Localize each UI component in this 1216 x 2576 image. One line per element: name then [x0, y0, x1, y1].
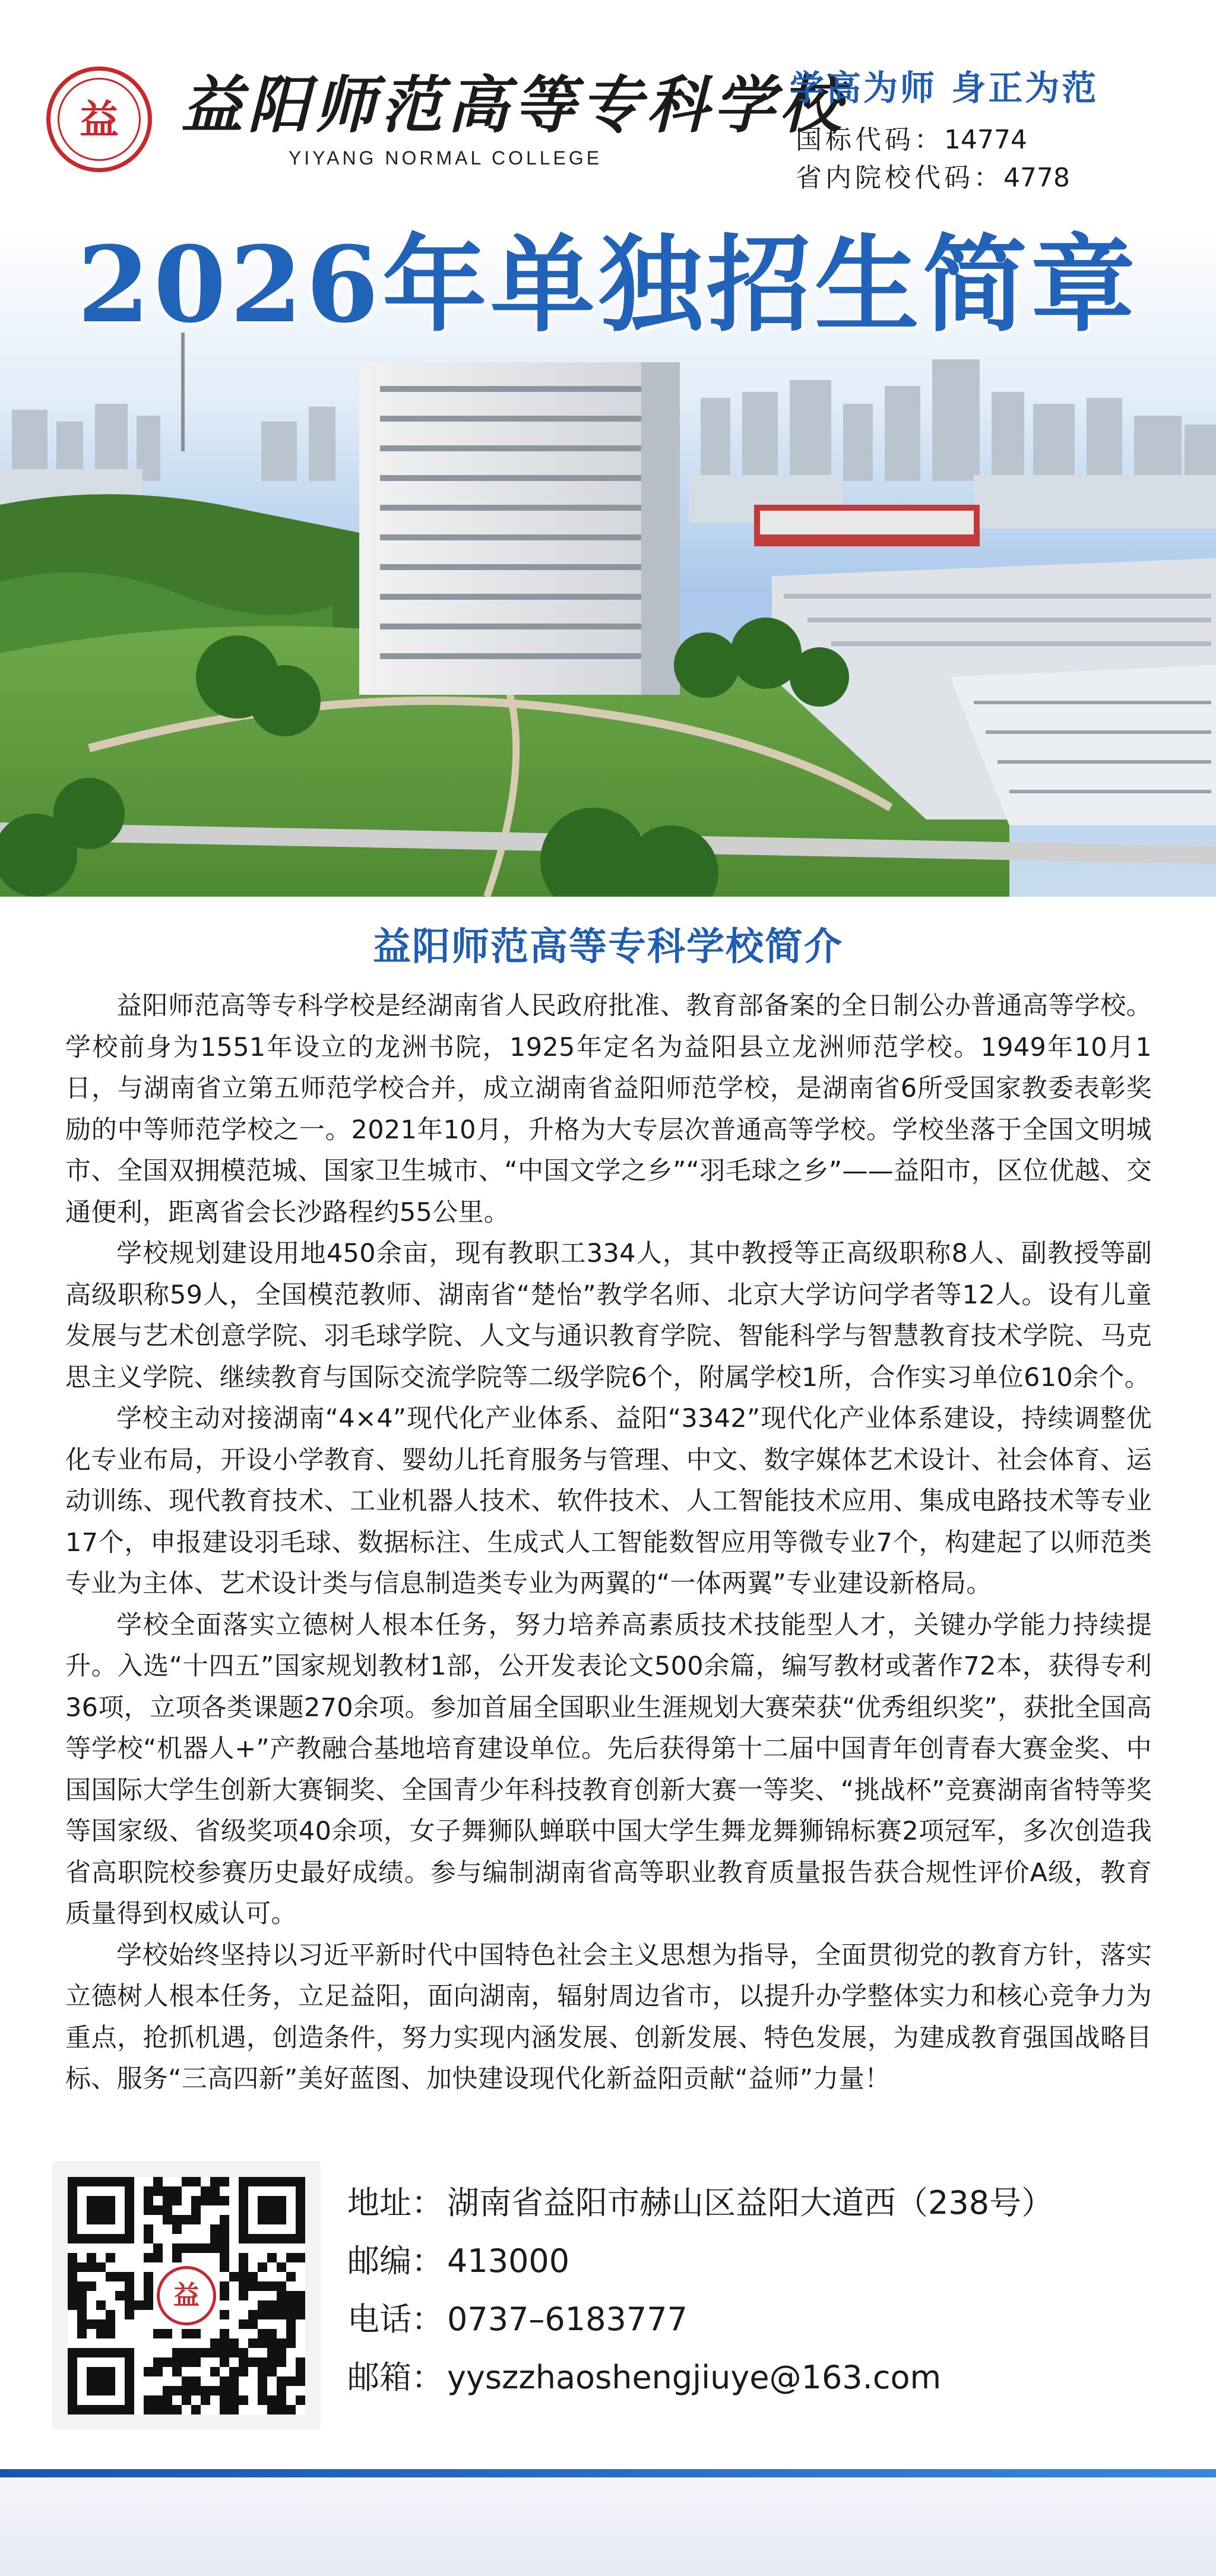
- postcode-value: 413000: [447, 2242, 570, 2280]
- contact-email: [347, 2354, 1179, 2401]
- qr-module: [258, 2357, 267, 2367]
- intro-paragraph-faculty: 学校规划建设用地450余亩，现有教职工334人，其中教授等正高级职称8人、副教授等副高级职称59人，全国模范教师、湖南省“楚怡”教学名师、北京大学访问学者等12人。设有儿童发展与艺术创意学院、羽毛球学院、人文与通识教育学院、智能科学与智慧教育技术学院、马克思主义学院、继续教育与国际交流学院等二级学院6个，附属学校1所，合作实习单位610余个。: [65, 1239, 1152, 1393]
- contact-phone: [347, 2296, 1179, 2343]
- qr-module: [115, 2272, 125, 2281]
- qr-module: [182, 2395, 191, 2405]
- qr-module: [277, 2386, 286, 2395]
- qr-module: [239, 2281, 248, 2291]
- qr-module: [220, 2405, 229, 2414]
- qr-module: [220, 2262, 229, 2272]
- qr-module: [277, 2405, 286, 2414]
- qr-module: [191, 2196, 201, 2205]
- qr-module: [220, 2291, 229, 2300]
- qr-module: [144, 2234, 153, 2243]
- qr-module: [220, 2177, 229, 2186]
- qr-module: [115, 2291, 125, 2300]
- qr-module: [163, 2196, 172, 2205]
- qr-module: [286, 2319, 296, 2329]
- qr-module: [182, 2329, 191, 2338]
- qr-module: [191, 2243, 201, 2253]
- qr-module: [286, 2272, 296, 2281]
- qr-module: [77, 2310, 87, 2319]
- qr-module: [267, 2281, 277, 2291]
- qr-module: [153, 2205, 163, 2215]
- qr-module: [144, 2281, 153, 2291]
- qr-module: [106, 2319, 115, 2329]
- qr-module: [220, 2348, 229, 2357]
- intro-paragraph-mission: 学校始终坚持以习近平新时代中国特色社会主义思想为指导，全面贯彻党的教育方针，落实立德树人根本任务，立足益阳，面向湖南，辐射周边省市，以提升办学整体实力和核心竞争力为重点，抢抓机遇，创造条件，努力实现内涵发展、创新发展、特色发展，为建成教育强国战略目标、服务“三高四新”美好蓝图、加快建设现代化新益阳贡献“益师”力量！: [65, 1940, 1152, 2094]
- qr-module: [77, 2291, 87, 2300]
- qr-module: [248, 2338, 258, 2348]
- qr-module: [68, 2281, 77, 2291]
- qr-module: [277, 2291, 286, 2300]
- qr-module: [258, 2395, 267, 2405]
- qr-module: [296, 2395, 305, 2405]
- qr-module: [229, 2386, 239, 2395]
- qr-module: [87, 2319, 96, 2329]
- qr-module: [267, 2338, 277, 2348]
- qr-module: [182, 2376, 191, 2386]
- qr-module: [258, 2329, 267, 2338]
- qr-module: [153, 2395, 163, 2405]
- qr-module: [210, 2196, 220, 2205]
- qr-module: [210, 2338, 220, 2348]
- qr-module: [172, 2196, 182, 2205]
- qr-module: [172, 2186, 182, 2196]
- intro-paragraph-history: 益阳师范高等专科学校是经湖南省人民政府批准、教育部备案的全日制公办普通高等学校。学校前身为1551年设立的龙洲书院，1925年定名为益阳县立龙洲师范学校。1949年10月1日，与湖南省立第五师范学校合并，成立湖南省益阳师范学校，是湖南省6所受国家教委表彰奖励的中等师范学校之一。2021年10月，升格为大专层次普通高等学校。学校坐落于全国文明城市、全国双拥模范城、国家卫生城市、“中国文学之乡”“羽毛球之乡”——益阳市，区位优越、交通便利，距离省会长沙路程约55公里。: [65, 991, 1152, 1227]
- qr-module: [172, 2215, 182, 2224]
- qr-module: [172, 2367, 182, 2376]
- qr-module: [248, 2357, 258, 2367]
- qr-module: [210, 2348, 220, 2357]
- qr-module: [210, 2234, 220, 2243]
- school-name-chinese: 益阳师范高等专科学校: [181, 68, 847, 141]
- qr-module: [68, 2262, 77, 2272]
- qr-module: [144, 2196, 153, 2205]
- qr-module: [106, 2310, 115, 2319]
- qr-module: [286, 2291, 296, 2300]
- qr-module: [210, 2367, 220, 2376]
- qr-module: [258, 2386, 267, 2395]
- qr-module: [163, 2386, 172, 2395]
- qr-module: [239, 2319, 248, 2329]
- qr-module: [172, 2348, 182, 2357]
- qr-module: [163, 2186, 172, 2196]
- qr-module: [210, 2186, 220, 2196]
- intro-body: [65, 986, 1152, 2150]
- qr-module: [258, 2262, 267, 2272]
- qr-module: [258, 2281, 267, 2291]
- qr-module: [144, 2291, 153, 2300]
- qr-module: [125, 2281, 134, 2291]
- qr-module: [182, 2243, 191, 2253]
- postcode-label: 邮编：: [347, 2242, 444, 2280]
- qr-module: [239, 2348, 248, 2357]
- qr-module: [286, 2310, 296, 2319]
- qr-module: [87, 2196, 115, 2224]
- qr-module: [239, 2291, 248, 2300]
- qr-module: [144, 2186, 153, 2196]
- qr-module: [267, 2310, 277, 2319]
- qr-module: [172, 2224, 182, 2234]
- qr-module: [210, 2177, 220, 2186]
- intro-paragraph-majors: 学校主动对接湖南“4×4”现代化产业体系、益阳“3342”现代化产业体系建设，持续调整优化专业布局，开设小学教育、婴幼儿托育服务与管理、中文、数字媒体艺术设计、社会体育、运动训练、现代教育技术、工业机器人技术、软件技术、人工智能技术应用、集成电路技术等专业17个，申报建设羽毛球、数据标注、生成式人工智能数智应用等微专业7个，构建起了以师范类专业为主体、艺术设计类与信息制造类专业为两翼的“一体两翼”专业建设新格局。: [65, 1404, 1152, 1599]
- qr-module: [172, 2405, 182, 2414]
- qr-module: [106, 2253, 115, 2262]
- qr-module: [296, 2367, 305, 2376]
- qr-module: [258, 2376, 267, 2386]
- qr-module: [229, 2272, 239, 2281]
- school-name-english: YIYANG NORMAL COLLEGE: [288, 147, 603, 169]
- qr-module: [163, 2329, 172, 2338]
- qr-module: [296, 2310, 305, 2319]
- qr-module: [125, 2310, 134, 2319]
- qr-module: [258, 2196, 286, 2224]
- qr-module: [77, 2319, 87, 2329]
- qr-module: [220, 2253, 229, 2262]
- qr-module: [220, 2329, 229, 2338]
- qr-module: [96, 2262, 106, 2272]
- qr-module: [220, 2224, 229, 2234]
- qr-module: [96, 2329, 106, 2338]
- qr-module: [106, 2329, 115, 2338]
- qr-module: [68, 2272, 77, 2281]
- qr-module: [267, 2348, 277, 2357]
- national-code-value: 14774: [944, 125, 1027, 155]
- qr-module: [182, 2348, 191, 2357]
- national-code-line: [796, 124, 1176, 157]
- qr-module: [267, 2357, 277, 2367]
- qr-module: [296, 2253, 305, 2262]
- qr-module: [220, 2281, 229, 2291]
- qr-module: [68, 2300, 77, 2310]
- qr-module: [153, 2367, 163, 2376]
- qr-module: [286, 2300, 296, 2310]
- qr-module: [163, 2357, 172, 2367]
- qr-module: [201, 2243, 210, 2253]
- qr-module: [220, 2196, 229, 2205]
- qr-module: [220, 2395, 229, 2405]
- contact-address: [347, 2179, 1179, 2227]
- qr-module: [248, 2310, 258, 2319]
- qr-module: [191, 2386, 201, 2395]
- qr-module: [220, 2215, 229, 2224]
- qr-module: [239, 2272, 248, 2281]
- qr-module: [239, 2395, 248, 2405]
- qr-module: [172, 2253, 182, 2262]
- page-header: [0, 0, 1216, 226]
- qr-module: [182, 2357, 191, 2367]
- qr-module: [286, 2338, 296, 2348]
- qr-module: [286, 2376, 296, 2386]
- qr-module: [191, 2405, 201, 2414]
- qr-module: [220, 2234, 229, 2243]
- qr-module: [286, 2253, 296, 2262]
- qr-module: [277, 2357, 286, 2367]
- qr-module: [77, 2329, 87, 2338]
- intro-paragraph-achievements: 学校全面落实立德树人根本任务，努力培养高素质技术技能型人才，关键办学能力持续提升。入选“十四五”国家规划教材1部，公开发表论文500余篇，编写教材或著作72本，获得专利36项，立项各类课题270余项。参加首届全国职业生涯规划大赛荣获“优秀组织奖”，获批全国高等学校“机器人+”产教融合基地培育建设单位。先后获得第十二届中国青年创青春大赛金奖、中国国际大学生创新大赛铜奖、全国青少年科技教育创新大赛一等奖、“挑战杯”竞赛湖南省特等奖等国家级、省级奖项40余项，女子舞狮队蝉联中国大学生舞龙舞狮锦标赛2项冠军，多次创造我省高职院校参赛历史最好成绩。参与编制湖南省高等职业教育质量报告获合规性评价A级，教育质量得到权威认可。: [65, 1610, 1152, 1929]
- qr-module: [296, 2300, 305, 2310]
- qr-module: [77, 2281, 87, 2291]
- qr-module: [163, 2395, 172, 2405]
- qr-module: [277, 2281, 286, 2291]
- qr-module: [277, 2300, 286, 2310]
- national-code-label: 国标代码：: [796, 125, 944, 155]
- qr-module: [134, 2300, 144, 2310]
- admission-guide-title: 2026年单独招生简章: [77, 226, 1139, 346]
- qr-module: [191, 2357, 201, 2367]
- provincial-code-label: 省内院校代码：: [796, 163, 1003, 193]
- qr-module: [144, 2224, 153, 2234]
- qr-module: [267, 2367, 277, 2376]
- qr-module: [191, 2376, 201, 2386]
- qr-module: [220, 2243, 229, 2253]
- qr-module: [201, 2348, 210, 2357]
- qr-code-icon[interactable]: [52, 2162, 321, 2430]
- qr-module: [267, 2395, 277, 2405]
- provincial-code-value: 4778: [1003, 163, 1070, 193]
- qr-module: [229, 2405, 239, 2414]
- qr-module: [87, 2262, 96, 2272]
- qr-module: [220, 2310, 229, 2319]
- qr-module: [201, 2186, 210, 2196]
- qr-module: [258, 2310, 267, 2319]
- qr-module: [296, 2291, 305, 2300]
- qr-module: [210, 2243, 220, 2253]
- qr-module: [229, 2338, 239, 2348]
- qr-module: [153, 2177, 163, 2186]
- qr-module: [153, 2253, 163, 2262]
- qr-module: [182, 2177, 191, 2186]
- qr-module: [286, 2405, 296, 2414]
- qr-module: [277, 2348, 286, 2357]
- qr-module: [191, 2215, 201, 2224]
- qr-module: [229, 2367, 239, 2376]
- qr-module: [144, 2405, 153, 2414]
- campus-hero-photo: [0, 226, 1216, 897]
- qr-module: [87, 2367, 115, 2395]
- qr-module: [220, 2386, 229, 2395]
- qr-module: [163, 2215, 172, 2224]
- qr-module: [286, 2329, 296, 2338]
- school-seal-icon: [46, 67, 152, 172]
- qr-module: [144, 2395, 153, 2405]
- qr-module: [248, 2319, 258, 2329]
- qr-module: [144, 2300, 153, 2310]
- qr-module: [163, 2405, 172, 2414]
- qr-module: [258, 2300, 267, 2310]
- qr-module: [201, 2196, 210, 2205]
- qr-module: [210, 2386, 220, 2395]
- qr-module: [68, 2253, 77, 2262]
- qr-logo-glyph: 益: [173, 2280, 200, 2311]
- qr-module: [267, 2405, 277, 2414]
- qr-module: [125, 2300, 134, 2310]
- qr-module: [277, 2338, 286, 2348]
- qr-module: [277, 2262, 286, 2272]
- qr-module: [153, 2243, 163, 2253]
- qr-module: [182, 2386, 191, 2395]
- phone-label: 电话：: [347, 2300, 444, 2338]
- qr-module: [220, 2338, 229, 2348]
- footer-band: [0, 2469, 1216, 2576]
- qr-module: [87, 2253, 96, 2262]
- qr-module: [267, 2329, 277, 2338]
- qr-module: [144, 2272, 153, 2281]
- qr-module: [296, 2357, 305, 2367]
- qr-module: [267, 2300, 277, 2310]
- qr-module: [277, 2395, 286, 2405]
- address-label: 地址：: [347, 2184, 444, 2221]
- qr-module: [191, 2177, 201, 2186]
- qr-module: [163, 2205, 172, 2215]
- phone-value[interactable]: 0737–6183777: [447, 2300, 688, 2338]
- qr-module: [68, 2291, 77, 2300]
- qr-module: [191, 2205, 201, 2215]
- qr-module: [229, 2395, 239, 2405]
- qr-module: [258, 2367, 267, 2376]
- qr-module: [153, 2357, 163, 2367]
- qr-module: [153, 2186, 163, 2196]
- qr-module: [153, 2405, 163, 2414]
- qr-center-logo: [157, 2266, 216, 2325]
- provincial-code-line: [796, 162, 1176, 195]
- qr-module: [248, 2272, 258, 2281]
- qr-module: [239, 2367, 248, 2376]
- qr-module: [201, 2395, 210, 2405]
- qr-module: [239, 2253, 248, 2262]
- qr-module: [96, 2319, 106, 2329]
- footer-accent-line: [0, 2469, 1216, 2477]
- qr-module: [191, 2348, 201, 2357]
- qr-module: [144, 2367, 153, 2376]
- qr-module: [153, 2329, 163, 2338]
- email-value[interactable]: yyszzhaoshengjiuye@163.com: [447, 2359, 942, 2396]
- qr-module: [172, 2386, 182, 2395]
- qr-module: [277, 2310, 286, 2319]
- qr-module: [106, 2272, 115, 2281]
- qr-module: [77, 2300, 87, 2310]
- qr-module: [248, 2281, 258, 2291]
- qr-module: [77, 2262, 87, 2272]
- qr-module: [239, 2357, 248, 2367]
- qr-module: [125, 2272, 134, 2281]
- qr-module: [258, 2338, 267, 2348]
- seal-glyph: 益: [80, 96, 119, 143]
- contact-postcode: [347, 2238, 1179, 2285]
- qr-module: [220, 2376, 229, 2386]
- school-motto: 学高为师 身正为范: [790, 68, 1099, 108]
- qr-module: [229, 2376, 239, 2386]
- qr-module: [267, 2253, 277, 2262]
- qr-module: [201, 2386, 210, 2395]
- qr-module: [144, 2253, 153, 2262]
- intro-section-title: 益阳师范高等专科学校简介: [373, 925, 843, 969]
- qr-module: [239, 2262, 248, 2272]
- qr-module: [144, 2205, 153, 2215]
- qr-module: [172, 2357, 182, 2367]
- qr-module: [277, 2376, 286, 2386]
- qr-module: [296, 2376, 305, 2386]
- qr-module: [210, 2224, 220, 2234]
- qr-module: [87, 2281, 96, 2291]
- email-label: 邮箱：: [347, 2359, 444, 2396]
- qr-module: [229, 2348, 239, 2357]
- qr-module: [191, 2329, 201, 2338]
- qr-module: [125, 2291, 134, 2300]
- address-value: 湖南省益阳市赫山区益阳大道西（238号）: [447, 2184, 1054, 2221]
- qr-module: [182, 2215, 191, 2224]
- qr-module: [172, 2243, 182, 2253]
- contact-info: [347, 2179, 1179, 2429]
- qr-module: [220, 2357, 229, 2367]
- qr-module: [96, 2300, 106, 2310]
